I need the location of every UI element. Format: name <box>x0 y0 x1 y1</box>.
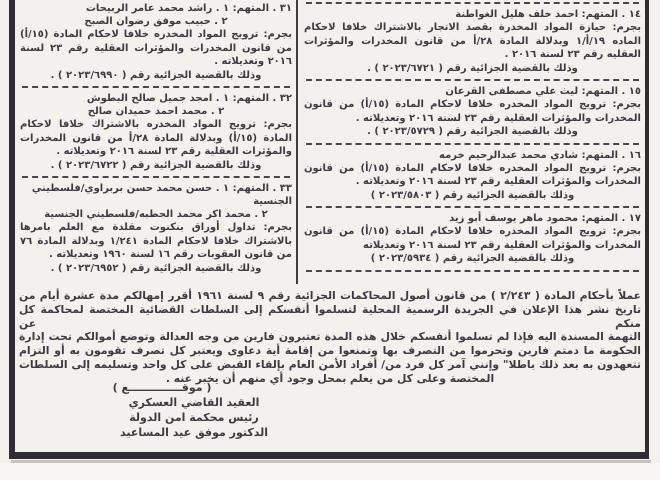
case-number-line: وذلك بالقضية الجزائية رقم ( ٢٠٢٣/٦٩٩٠ ) . <box>50 69 262 81</box>
footer-line: التهمة المسندة اليه فإذا لم تسلموا أنفسكم خلال هذه المدة تعتبرون فارين من وجه العدالة وتوضع أموالكم تحت إدارة <box>19 330 641 344</box>
case-item-14 <box>304 8 641 75</box>
charge-text: بجرم: ترويج المواد المخدره بالاشتراك خلافا لاحكام المادة (١٥/أ) وبدلالة المادة ٢٨/أ من قانون المخدرات والمؤثرات العقلية رقم ٢٣ لسنة ٢٠١٦ وتعديلاته . <box>20 119 292 157</box>
case-number-line: وذلك بالقضية الجزائية رقم ( ٢٠٢٣/٥٩٣٤ ) <box>370 253 575 264</box>
judge-name: الدكتور موفق عيد المساعيد <box>119 426 268 439</box>
case-header: ١٦ . المتهم: شادي محمد عبدالرحيم خرمه <box>439 149 641 161</box>
signature-block <box>20 380 300 440</box>
judge-rank: العقيد القاضي العسكري <box>128 396 260 409</box>
dashed-separator <box>22 176 290 178</box>
dashed-separator <box>22 86 290 88</box>
case-number-line: وذلك بالقضية الجزائية رقم ( ٢٠٢٣/٦٩٥٢ ) . <box>50 262 262 274</box>
charge-text: بجرم: ترويج المواد المخدره خلافا لاحكام المادة (١٥/أ) من قانون المخدرات والمؤثرات العقلية رقم ٢٣ لسنة ٢٠١٦ وتعديلاته <box>304 226 642 251</box>
case-header: ١٤ . المتهم: احمد خلف هليل الغواطنة <box>455 9 641 20</box>
dashed-separator <box>306 143 639 145</box>
charge-text: بجرم: ترويج المواد المخدره خلافا لاحكام المادة (١٥/أ) من قانون المخدرات والمؤثرات العقلية رقم ٢٣ لسنة ٢٠١٦ وتعديلاته . <box>304 99 642 124</box>
case-number-line: وذلك بالقضية الجزائية رقم ( ٢٠٢٣/٦٧٢١ ) . <box>367 62 578 74</box>
frame-left-border <box>9 0 15 459</box>
footer-paragraph <box>19 289 641 386</box>
frame-right-border <box>645 0 649 459</box>
case-header: ١٧ . المتهم: محمود ماهر يوسف أبو زيد <box>449 213 641 224</box>
case-item-16 <box>304 149 641 203</box>
charge-text: بجرم: ترويج المواد المخدره خلافا لاحكام المادة (١٥/أ) من قانون المخدرات والمؤثرات العقلية رقم ٢٣ لسنة ٢٠١٦ وتعديلاته . <box>304 162 642 187</box>
left-column <box>20 2 292 275</box>
frame-bottom-border <box>9 452 649 459</box>
case-header: ١٥ . المتهم: ليث علي مصطفى القرعان <box>445 86 641 97</box>
case-header: ٣٣ . المتهم: ١ . حسن محمد حسن بربراوي/فلسطيني الجنسية <box>31 183 292 207</box>
footer-line: تاريخ نشر هذا الإعلان في الجريدة الرسمية المحلية لتسلموا أنفسكم إلى السلطات القضائية المختصة لمحاكمة كل منكم عن <box>19 302 641 330</box>
signed-label: ( موقــــــــــــــع ) <box>112 381 212 394</box>
footer-line: الحكومة ما دمتم فارين وتحرموا من التصرف بها وتمنعوا من إقامة أية دعاوى ويعتبر كل تصرف تقومون به أو التزام <box>19 344 641 358</box>
court-title: رئيس محكمة امن الدولة <box>129 411 259 424</box>
case-item-15 <box>304 85 641 139</box>
page-margin-strip <box>0 463 660 480</box>
case-header: ٣٢ . المتهم: ١ . امجد جميل صالح البطوش <box>86 93 292 104</box>
case-item-33 <box>20 182 292 275</box>
footer-line: المختصة وعلى كل من يعلم بمحل وجود أي منهم أن يخبر عنه . <box>165 371 495 385</box>
footer-line: تتعهدون به بعد ذلك باطلا" وإنني آمر كل فرد من/ أفراد الأمن العام بإلقاء القبض على كل واحد وتسليمه إلى السلطات <box>19 357 641 371</box>
dashed-separator <box>306 2 639 4</box>
accused-line: ٢ . محمد اكر محمد الحطبه/فلسطيني الجنسية <box>44 209 268 220</box>
case-item-17 <box>304 212 641 266</box>
right-column <box>304 0 641 276</box>
dashed-separator <box>306 270 639 272</box>
accused-line: ٢ . محمد احمد حميدان صالح <box>87 106 225 117</box>
case-item-32 <box>20 92 292 172</box>
dashed-separator <box>306 206 639 208</box>
accused-line: ٢ . حبيب موفق رضوان الصبح <box>84 16 228 27</box>
case-number-line: وذلك بالقضية الجزائية رقم ( ٢٠٢٣/٥٨٠٣ ) <box>370 189 575 201</box>
column-divider <box>296 0 298 284</box>
case-number-line: وذلك بالقضية الجزائية رقم ( ٢٠٢٣/٦٧٢٢ ) . <box>50 159 262 171</box>
charge-text: بجرم: تداول أوراق بنكنوت مقلدة مع العلم بامرها بالاشتراك خلافا لاحكام المادة ١/٢٤١ وبدلالة المادة ٧٦ من قانون العقوبات رقم ١٦ لسنة ١٩٦٠ وتعديلاته . <box>20 222 292 260</box>
case-header: ٣١ . المتهم: ١ . راشد محمد عامر الربيحات <box>85 3 292 14</box>
case-item-31 <box>20 2 292 82</box>
charge-text: بجرم: ترويج المواد المخدره خلافا لاحكام المادة (١٥/أ) من قانون المخدرات والمؤثرات العقلية رقم ٢٣ لسنة ٢٠١٦ وتعديلاته . <box>20 29 292 67</box>
footer-line: عملاً بأحكام المادة ( ٢/٢٤٣ ) من قانون أصول المحاكمات الجزائية رقم ٩ لسنة ١٩٦١ أقرر إمهالكم مدة عشرة أيام من <box>19 289 642 302</box>
charge-text: بجرم: حيازة المواد المخدرة بقصد الاتجار بالاشتراك خلافا لاحكام الماده ١٩/أ/١ وبدلالة المادة ٢٨/أ من قانون المخدرات والمؤثرات العقليه رقم ٢٣ لسنة ٢٠١٦ . <box>304 22 641 60</box>
dashed-separator <box>306 79 639 81</box>
case-number-line: وذلك بالقضية الجزائية رقم ( ٢٠٢٣/٥٧٢٩ ) . <box>367 126 578 137</box>
